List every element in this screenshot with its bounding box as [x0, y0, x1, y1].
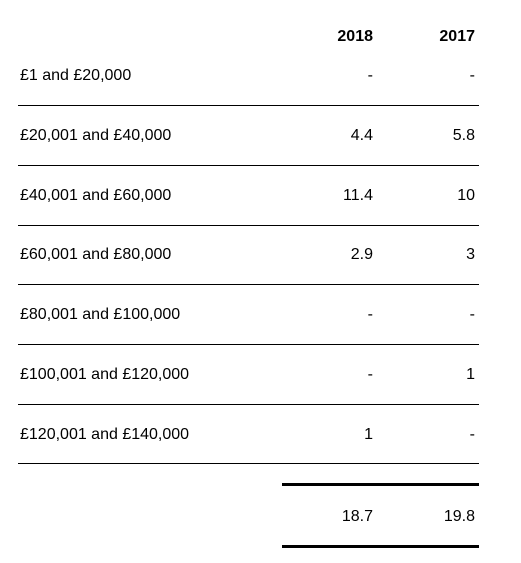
row-value-2018: 1: [364, 426, 373, 443]
table-row: [0, 425, 521, 445]
row-label: £60,001 and £80,000: [20, 246, 172, 263]
total-value-2018: 18.7: [341, 508, 373, 525]
table-row: [0, 186, 521, 206]
row-value-2017: 3: [466, 246, 475, 263]
row-value-2018: 2.9: [350, 246, 373, 263]
row-label: £20,001 and £40,000: [20, 127, 172, 144]
row-label: £100,001 and £120,000: [20, 366, 190, 383]
row-value-2017: -: [469, 306, 475, 323]
row-value-2017: 10: [457, 187, 475, 204]
row-value-2017: -: [469, 67, 475, 84]
row-label: £120,001 and £140,000: [20, 426, 190, 443]
row-label: £80,001 and £100,000: [20, 306, 181, 323]
row-value-2018: 4.4: [350, 127, 373, 144]
row-label: £40,001 and £60,000: [20, 187, 172, 204]
column-header-2018: 2018: [337, 28, 373, 45]
row-divider: [18, 284, 479, 285]
table-row: [0, 305, 521, 325]
row-divider: [18, 463, 479, 464]
row-divider: [18, 344, 479, 345]
total-row: [0, 507, 521, 527]
total-top-rule: [282, 483, 479, 486]
row-value-2018: -: [367, 306, 373, 323]
table-row: [0, 365, 521, 385]
row-value-2018: -: [367, 67, 373, 84]
row-value-2017: 5.8: [452, 127, 475, 144]
row-label: £1 and £20,000: [20, 67, 132, 84]
row-value-2017: 1: [466, 366, 475, 383]
total-value-2017: 19.8: [443, 508, 475, 525]
row-value-2017: -: [469, 426, 475, 443]
row-divider: [18, 165, 479, 166]
table-header: [0, 28, 521, 48]
row-divider: [18, 105, 479, 106]
column-header-2017: 2017: [439, 28, 475, 45]
total-bottom-rule: [282, 545, 479, 548]
table-row: [0, 245, 521, 265]
table-row: [0, 126, 521, 146]
table-row: [0, 66, 521, 86]
row-value-2018: 11.4: [343, 187, 373, 204]
row-divider: [18, 404, 479, 405]
row-divider: [18, 225, 479, 226]
row-value-2018: -: [367, 366, 373, 383]
